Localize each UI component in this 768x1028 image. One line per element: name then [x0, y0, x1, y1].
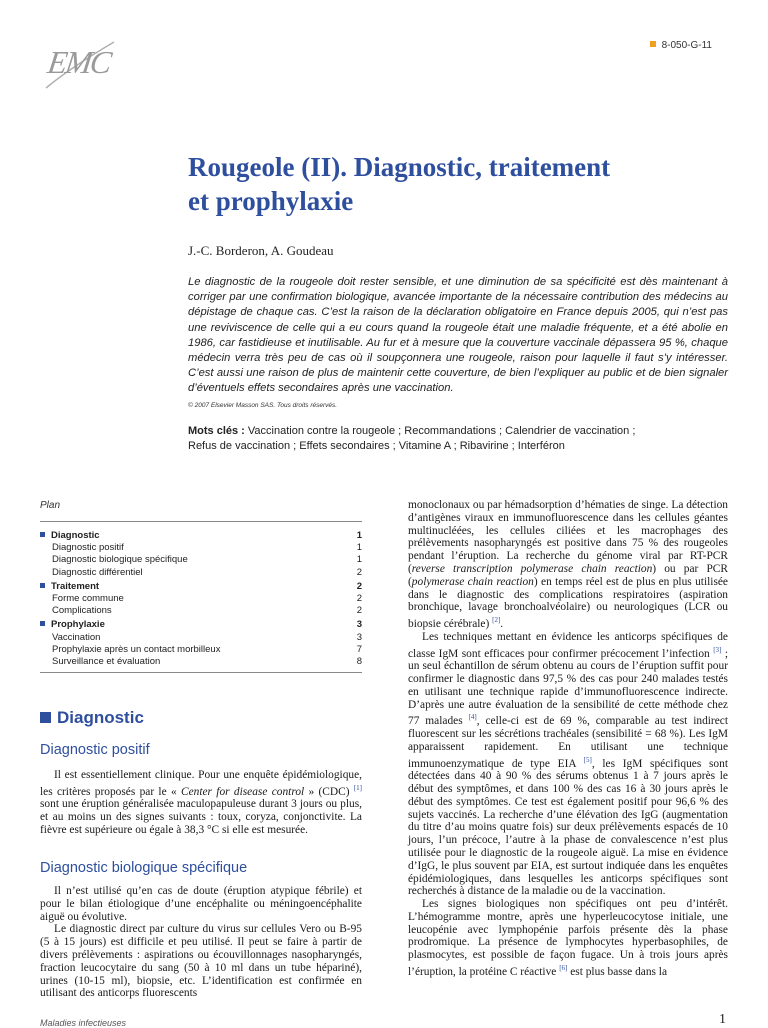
keywords-line-1: Vaccination contre la rougeole ; Recommandations ; Calendrier de vaccination ; — [244, 425, 636, 437]
toc-page: 7 — [356, 643, 362, 655]
subsection-heading-biologique: Diagnostic biologique spécifique — [40, 860, 248, 876]
toc-page: 8 — [356, 656, 362, 668]
keywords-label: Mots clés : — [188, 425, 245, 437]
square-bullet-icon — [40, 712, 51, 723]
toc-section[interactable] — [40, 581, 362, 593]
text-run: Il est essentiellement clinique. Pour une enquête épidémiologique, les critères proposés par le « — [40, 769, 362, 798]
text-run: , celle-ci est de 69 %, comparable au test indirect fluorescent sur les sécrétions trachéales (sensibilité = 68 %). Les IgM apparaissent rapidement. En utilisant une technique immunoenzymatique de type EIA — [408, 715, 729, 770]
toc-page: 2 — [356, 593, 362, 605]
text-run-italic: reverse transcription polymerase chain reaction — [411, 562, 653, 575]
text-run-italic: polymerase chain reaction — [411, 575, 534, 588]
text-run: . — [500, 617, 504, 630]
toc-page: 2 — [356, 566, 362, 578]
right-column — [408, 499, 728, 979]
article-reference — [650, 40, 712, 51]
citation-link[interactable]: [6] — [559, 964, 568, 973]
citation-link[interactable]: [3] — [713, 645, 722, 654]
text-run: ; un seul échantillon de sérum obtenu au cours de l’éruption suffit pour confirmer le diagnostic dans 97,5 % des cas pour 240 malades testés en utilisant une technique rapide d’immunofluorescence indirecte. D’après une autre évaluation de la sensibilité de cette méthode chez 77 malades — [408, 647, 729, 728]
reference-square-icon — [650, 41, 656, 47]
toc-item[interactable] — [40, 605, 362, 617]
copyright: © 2007 Elsevier Masson SAS. Tous droits réservés. — [188, 402, 338, 409]
paragraph-biologique — [40, 885, 362, 1000]
paragraph-diagnostic-positif — [40, 769, 362, 837]
toc-item[interactable] — [40, 644, 362, 656]
toc-section-label: Prophylaxie — [51, 619, 105, 631]
toc-item[interactable] — [40, 632, 362, 644]
toc-section[interactable] — [40, 619, 362, 631]
text-run-italic: Center for disease control — [180, 785, 305, 798]
toc-item[interactable] — [40, 542, 362, 554]
text-run: Les techniques mettant en évidence les anticorps spécifiques de classe IgM sont efficaces pour confirmer précocement l’infection — [408, 630, 728, 660]
section-heading-diagnostic — [40, 708, 144, 728]
text-run: ) ou par PCR ( — [408, 562, 728, 588]
toc-page: 1 — [356, 542, 362, 554]
toc-page: 2 — [356, 605, 362, 617]
toc-item[interactable] — [40, 593, 362, 605]
toc-section[interactable] — [40, 530, 362, 542]
text-run: ) en temps réel est de plus en plus utilisée dans le diagnostic des complications respiratoires (aspiration bronchique, lavage bronchoalvéolaire) ou neurologiques (LCR ou biopsie cérébrale) — [408, 575, 728, 630]
subsection-heading-positif: Diagnostic positif — [40, 742, 150, 758]
text-run: , les IgM spécifiques sont détectées dans 40 à 90 % des sérums obtenus 1 à 7 jours après le début des symptômes, et dans 100 % des cas 16 à 30 jours après le début des symptômes. Ce test est également positif pour 96,6 % des sujets vaccinés. La recherche d’une élévation des IgG (augmentation du titre d’au moins quatre fois) sur deux prélèvements espacés de 10 jours, l’un précoce, l’autre à la phase de convalescence n’est plus utilisée pour le diagnostic de la rougeole aiguë. La mise en évidence d’IgG, le plus souvent par EIA, est surtout indiquée dans les enquêtes épidémiologiques, dans lesquelles les anticorps spécifiques sont recherchés à distance de la maladie ou de la vaccination. — [408, 757, 728, 898]
toc-page: 2 — [356, 580, 362, 592]
citation-link[interactable]: [2] — [492, 616, 501, 625]
emc-logo — [40, 38, 120, 96]
paragraph — [408, 898, 728, 979]
toc-item-label: Diagnostic positif — [52, 542, 124, 554]
square-bullet-icon — [40, 583, 45, 588]
toc-page: 3 — [356, 619, 362, 631]
text-run: monoclonaux ou par hémadsorption d’hématies de singe. La détection d’antigènes viraux en immunofluorescence dans les cellules géantes multinucléées, les cellules ciliées et les macrophages des prélèvements nasopharyngés est positive dans 75 % des rougeoles pendant l’éruption. La recherche du génome viral par RT-PCR ( — [408, 499, 728, 575]
emc-logo-text: EMC — [45, 44, 113, 80]
footer-journal: Maladies infectieuses — [40, 1018, 127, 1028]
keywords — [188, 424, 728, 453]
toc-item-label: Diagnostic différentiel — [52, 566, 143, 578]
citation-link[interactable]: [5] — [583, 755, 592, 764]
title-line-1: Rougeole (II). Diagnostic, traitement — [188, 152, 611, 182]
toc-item-label: Surveillance et évaluation — [52, 656, 161, 668]
text-run: est plus basse dans la — [567, 965, 668, 978]
toc-item[interactable] — [40, 656, 362, 668]
toc-item-label: Vaccination — [52, 631, 101, 643]
citation-link[interactable]: [4] — [468, 713, 477, 722]
authors: J.-C. Borderon, A. Goudeau — [188, 243, 334, 258]
toc-section-label: Diagnostic — [51, 530, 100, 541]
toc-item-label: Diagnostic biologique spécifique — [52, 554, 188, 566]
paragraph — [408, 499, 728, 631]
table-of-contents — [40, 521, 362, 673]
square-bullet-icon — [40, 532, 45, 537]
toc-page: 1 — [356, 530, 362, 541]
text-run: Les signes biologiques non spécifiques ont peu d’intérêt. L’hémogramme montre, après une hyperleucocytose initiale, une leucopénie avec lymphopénie parfois présente dès la phase prodromique. La présence de lymphocytes hyperbasophiles, de plasmocytes, est possible de façon fugace. Un à trois jours après l’éruption, la protéine C réactive — [408, 898, 728, 978]
abstract: Le diagnostic de la rougeole doit rester sensible, et une diminution de sa spécificité est dès maintenant à corriger par une confirmation biologique, avancée importante de la nécessaire contribution des médecins au dépistage de chaque cas. C’est la raison de la déclaration obligatoire en France depuis 2005, qui n’est pas une reviviscence de celle qui a eu cours quand la rougeole était une maladie fréquente, et a été abolie en 1986, car fastidieuse et inutilisable. Au fur et à mesure que la couverture vaccinale dépassera 95 %, chaque médecin verra très peu de cas où il soupçonnera une rougeole, raison pour laquelle il faut s’y intéresser. C’est aussi une raison de plus de maintenir cette couverture, de bien l’expliquer au public et de bien signaler d’éventuels effets secondaires après une vaccination. — [188, 276, 728, 395]
page-number: 1 — [719, 1012, 726, 1027]
paragraph: Le diagnostic direct par culture du virus sur cellules Vero ou B-95 (5 à 15 jours) est difficile et peu utilisé. Il peut se faire à partir de divers prélèvements : aspirations ou écouvillonnages nasopharyngés, fraction leucocytaire du sang (50 à 10 ml dans un tube hépariné), urines (10-15 ml), biopsie, etc. L’identification est confirmée en utilisant des anticorps fluorescents — [40, 923, 362, 1000]
toc-item-label: Forme commune — [52, 593, 124, 605]
square-bullet-icon — [40, 621, 45, 626]
keywords-line-2: Refus de vaccination ; Effets secondaires ; Vitamine A ; Ribavirine ; Interféron — [188, 439, 565, 452]
paragraph: Il n’est utilisé qu’en cas de doute (éruption atypique fébrile) et pour le bilan étiologique d’une encéphalite ou méningoencéphalite aiguë ou évolutive. — [40, 885, 362, 923]
citation-link[interactable]: [1] — [353, 783, 362, 792]
toc-item[interactable] — [40, 567, 362, 579]
toc-item[interactable] — [40, 554, 362, 566]
toc-item-label: Prophylaxie après un contact morbilleux — [52, 643, 221, 655]
toc-page: 1 — [356, 554, 362, 566]
paragraph — [408, 631, 728, 898]
toc-item-label: Complications — [52, 605, 112, 617]
plan-title: Plan — [40, 500, 61, 511]
toc-section-label: Traitement — [51, 580, 100, 592]
text-run: sont une éruption généralisée maculopapuleuse durant 3 jours ou plus, et au moins un des signes suivants : toux, coryza, conjonctivite. La fièvre est supérieure ou égale à 38,3 °C si elle est mesurée. — [40, 798, 362, 836]
title-line-2: et prophylaxie — [188, 186, 354, 216]
reference-code: 8-050-G-11 — [661, 40, 712, 51]
section-heading-text: Diagnostic — [57, 708, 144, 727]
article-title — [188, 150, 708, 218]
toc-page: 3 — [356, 631, 362, 643]
text-run: » (CDC) — [304, 785, 354, 798]
